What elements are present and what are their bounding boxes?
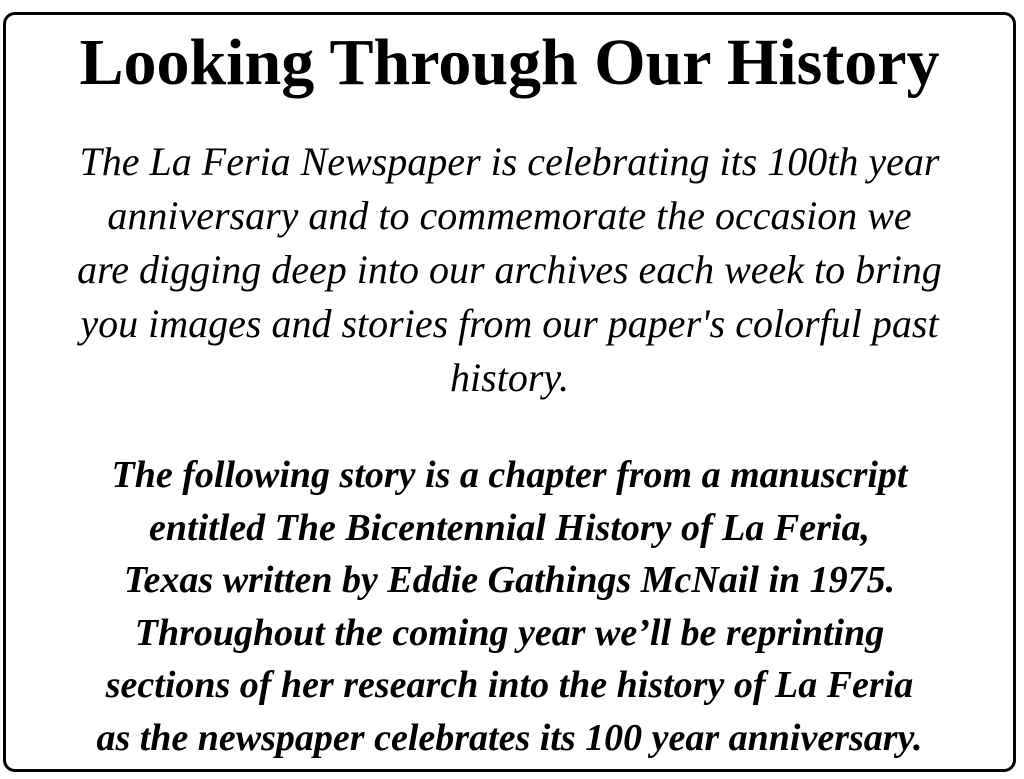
manuscript-note [16, 449, 1003, 764]
intro-line: anniversary and to commemorate the occasion we [107, 193, 912, 238]
intro-line: you images and stories from our paper's colorful past [80, 301, 939, 346]
history-box [3, 12, 1016, 772]
note-line: Throughout the coming year we’ll be reprinting [134, 611, 885, 654]
note-line: entitled The Bicentennial History of La Feria, [149, 506, 870, 549]
intro-line: are digging deep into our archives each week to bring [77, 247, 942, 292]
note-line: sections of her research into the history of La Feria [105, 664, 914, 706]
headline: Looking Through Our History [79, 26, 940, 99]
note-line: Texas written by Eddie Gathings McNail in 1975. [123, 559, 896, 601]
intro-paragraph [20, 135, 999, 405]
intro-line: history. [450, 355, 569, 400]
intro-line: The La Feria Newspaper is celebrating its 100th year [79, 139, 940, 184]
note-line: as the newspaper celebrates its 100 year anniversary. [96, 716, 923, 759]
note-line: The following story is a chapter from a manuscript [111, 454, 908, 496]
